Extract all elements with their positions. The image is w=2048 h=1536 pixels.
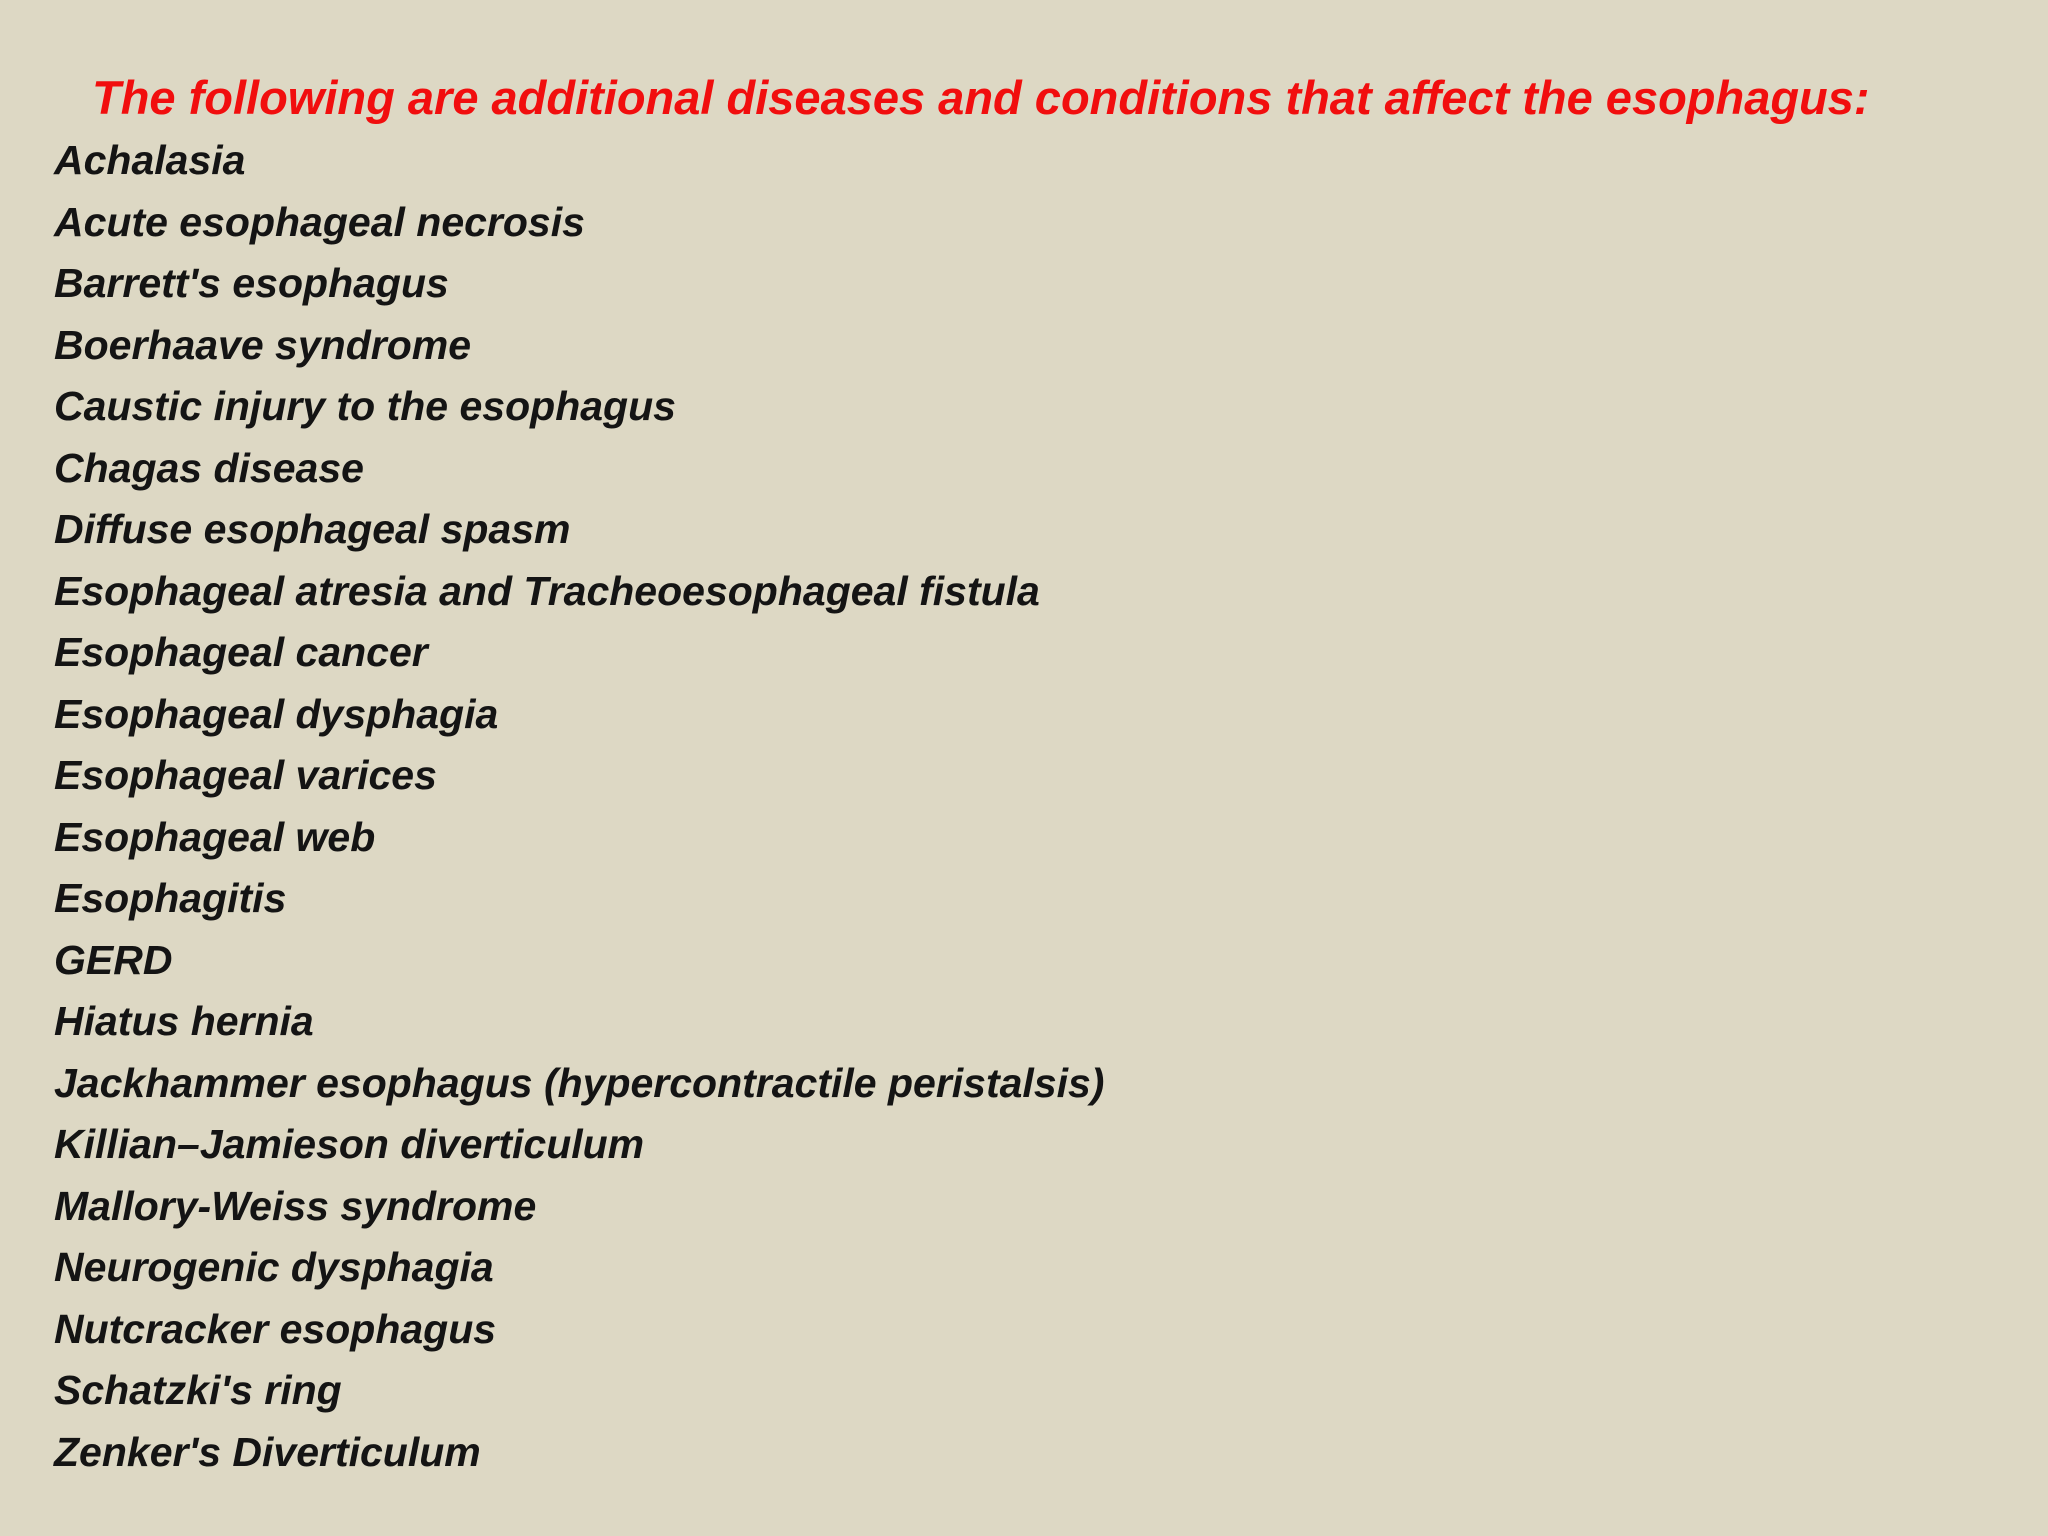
list-item: Acute esophageal necrosis <box>54 198 585 245</box>
list-item: Esophageal dysphagia <box>54 690 499 737</box>
list-item: Chagas disease <box>54 444 364 491</box>
list-item: Mallory-Weiss syndrome <box>54 1182 537 1229</box>
list-item: Boerhaave syndrome <box>54 321 472 368</box>
list-item: Esophageal web <box>54 813 376 860</box>
list-item: Zenker's Diverticulum <box>54 1428 481 1475</box>
list-item: Nutcracker esophagus <box>54 1305 497 1352</box>
list-item: Esophageal varices <box>54 752 437 798</box>
list-item: Esophageal cancer <box>54 629 428 675</box>
list-item: Caustic injury to the esophagus <box>54 383 676 429</box>
list-item: Achalasia <box>54 137 246 183</box>
list-item: Jackhammer esophagus (hypercontractile peristalsis) <box>54 1059 1105 1106</box>
list-item: GERD <box>54 936 173 983</box>
list-item: Barrett's esophagus <box>54 260 449 306</box>
slide-title: The following are additional diseases and conditions that affect the esophagus: <box>92 71 1870 124</box>
disease-list <box>54 130 1104 1483</box>
list-item: Diffuse esophageal spasm <box>54 506 571 552</box>
list-item: Schatzki's ring <box>54 1367 342 1413</box>
list-item: Neurogenic dysphagia <box>54 1244 494 1290</box>
list-item: Killian–Jamieson diverticulum <box>54 1121 645 1167</box>
list-item: Hiatus hernia <box>54 998 314 1044</box>
list-item: Esophagitis <box>54 875 287 921</box>
list-item: Esophageal atresia and Tracheoesophageal fistula <box>54 567 1040 614</box>
